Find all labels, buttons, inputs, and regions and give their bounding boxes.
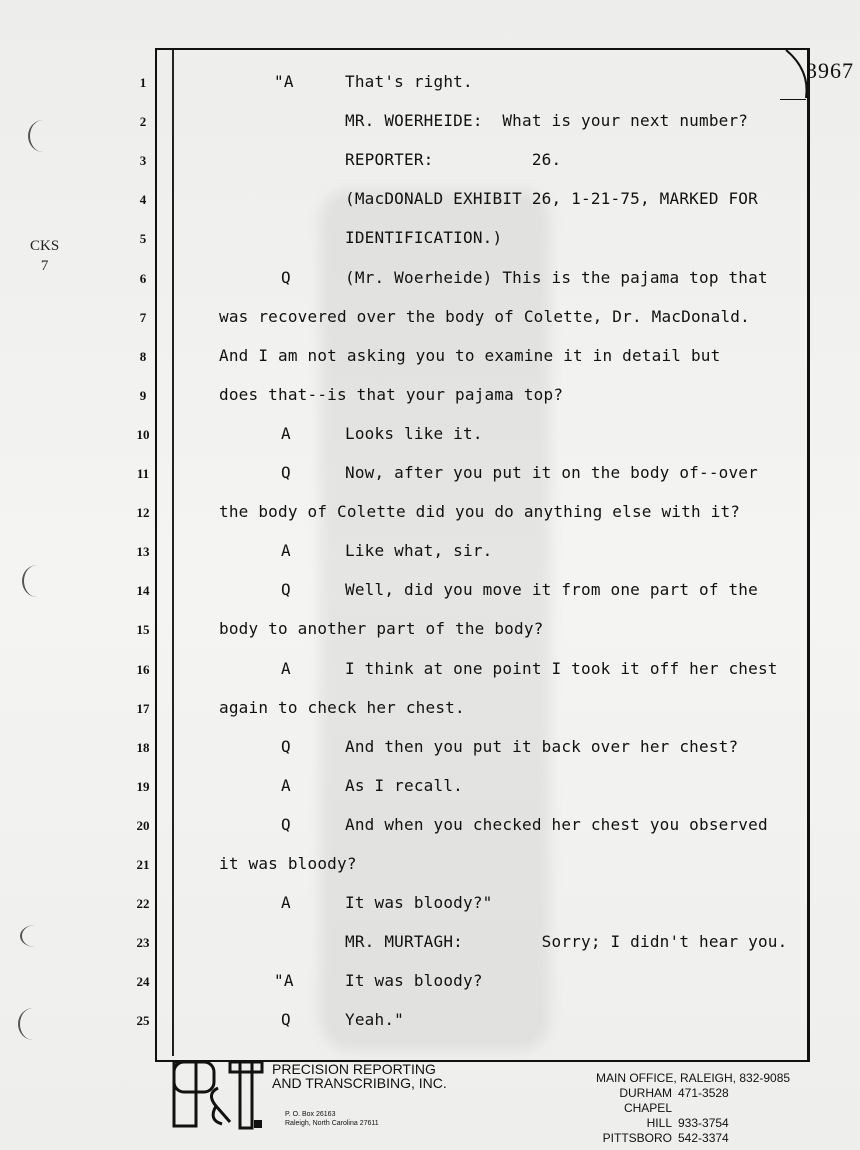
line-number: 22: [136, 896, 150, 911]
line-number: 5: [139, 231, 147, 246]
office-row: [596, 1131, 790, 1146]
office-phone: 471-3528: [678, 1086, 729, 1100]
office-city: PITTSBORO: [602, 1131, 672, 1145]
line-number: 2: [139, 114, 147, 129]
speaker-label: A: [281, 893, 291, 912]
transcript-line: It was bloody?": [345, 893, 493, 912]
office-city: DURHAM: [619, 1086, 672, 1100]
firm-line-2: AND TRANSCRIBING, INC.: [272, 1075, 447, 1091]
line-number: 18: [136, 740, 150, 755]
transcript-line: the body of Colette did you do anything else with it?: [219, 502, 741, 521]
margin-initials: CKS: [30, 238, 60, 254]
transcript-line: body to another part of the body?: [219, 619, 544, 638]
speaker-label: A: [281, 541, 291, 560]
office-row: [596, 1101, 790, 1131]
firm-line-1: PRECISION REPORTING: [272, 1061, 436, 1077]
binder-hole: [28, 120, 58, 152]
transcript-line: Well, did you move it from one part of the: [345, 580, 758, 599]
office-phone: 933-3754: [678, 1116, 729, 1130]
line-number: 16: [136, 662, 150, 677]
transcript-line: And when you checked her chest you observed: [345, 815, 768, 834]
transcript-line: Looks like it.: [345, 424, 483, 443]
line-number: 1: [139, 75, 147, 90]
line-number: 10: [136, 427, 150, 442]
binder-hole: [22, 565, 52, 597]
speaker-label: Q: [281, 580, 291, 599]
transcript-line: Yeah.": [345, 1010, 404, 1029]
line-number: 9: [139, 388, 147, 403]
line-number: 24: [136, 974, 150, 989]
speaker-label: A: [281, 424, 291, 443]
line-number: 3: [139, 153, 147, 168]
line-number: 4: [139, 192, 147, 207]
office-city: CHAPEL HILL: [623, 1101, 672, 1130]
office-row: [596, 1086, 790, 1101]
transcript-line: (MacDONALD EXHIBIT 26, 1-21-75, MARKED FOR: [345, 189, 758, 208]
firm-city: Raleigh, North Carolina 27611: [285, 1120, 379, 1127]
transcript-line: I think at one point I took it off her chest: [345, 659, 778, 678]
binder-hole: [20, 925, 50, 947]
transcript-line: And I am not asking you to examine it in detail but: [219, 346, 721, 365]
main-office: MAIN OFFICE, RALEIGH, 832-9085: [596, 1071, 791, 1085]
transcript-line: Now, after you put it on the body of--over: [345, 463, 758, 482]
line-number: 19: [136, 779, 150, 794]
speaker-label: A: [281, 776, 291, 795]
page-number: 3967: [806, 58, 854, 83]
transcript-line: (Mr. Woerheide) This is the pajama top that: [345, 268, 768, 287]
speaker-label: Q: [281, 463, 291, 482]
speaker-label: Q: [281, 268, 291, 287]
transcript-line: it was bloody?: [219, 854, 357, 873]
line-number: 6: [139, 271, 147, 286]
line-number: 15: [136, 622, 150, 637]
firm-address: [285, 1110, 379, 1128]
line-number: 7: [139, 310, 147, 325]
company-logo: [172, 1058, 264, 1132]
transcript-line: IDENTIFICATION.): [345, 228, 503, 247]
transcript-line: MR. WOERHEIDE: What is your next number?: [345, 111, 749, 130]
line-number: 12: [136, 505, 150, 520]
firm-name: [272, 1062, 447, 1090]
transcript-line: REPORTER: 26.: [345, 150, 562, 169]
transcript-line: That's right.: [345, 72, 473, 91]
line-number: 8: [139, 349, 147, 364]
line-number: 21: [136, 857, 150, 872]
line-number: 20: [136, 818, 150, 833]
line-number: 23: [136, 935, 150, 950]
speaker-label: Q: [281, 815, 291, 834]
transcript-line: MR. MURTAGH: Sorry; I didn't hear you.: [345, 932, 788, 951]
speaker-label: "A: [274, 971, 294, 990]
line-number: 17: [136, 701, 150, 716]
transcript-line: And then you put it back over her chest?: [345, 737, 739, 756]
transcript-line: does that--is that your pajama top?: [219, 385, 564, 404]
office-phone: 542-3374: [678, 1131, 729, 1145]
line-number: 11: [136, 466, 150, 481]
speaker-label: Q: [281, 737, 291, 756]
po-box: P. O. Box 26163: [285, 1111, 336, 1118]
line-number: 25: [136, 1013, 150, 1028]
line-number: 14: [136, 583, 150, 598]
speaker-label: A: [281, 659, 291, 678]
binder-hole: [18, 1008, 48, 1040]
speaker-label: Q: [281, 1010, 291, 1029]
margin-note: [30, 236, 59, 276]
transcript-line: As I recall.: [345, 776, 463, 795]
transcript-line: again to check her chest.: [219, 698, 465, 717]
transcript-line: Like what, sir.: [345, 541, 493, 560]
margin-number: 7: [40, 258, 49, 274]
speaker-label: "A: [274, 72, 294, 91]
office-list: [596, 1071, 790, 1146]
transcript-line: It was bloody?: [345, 971, 483, 990]
transcript-line: was recovered over the body of Colette, Dr. MacDonald.: [219, 307, 750, 326]
line-number: 13: [136, 544, 150, 559]
margin-rule: [172, 50, 174, 1056]
